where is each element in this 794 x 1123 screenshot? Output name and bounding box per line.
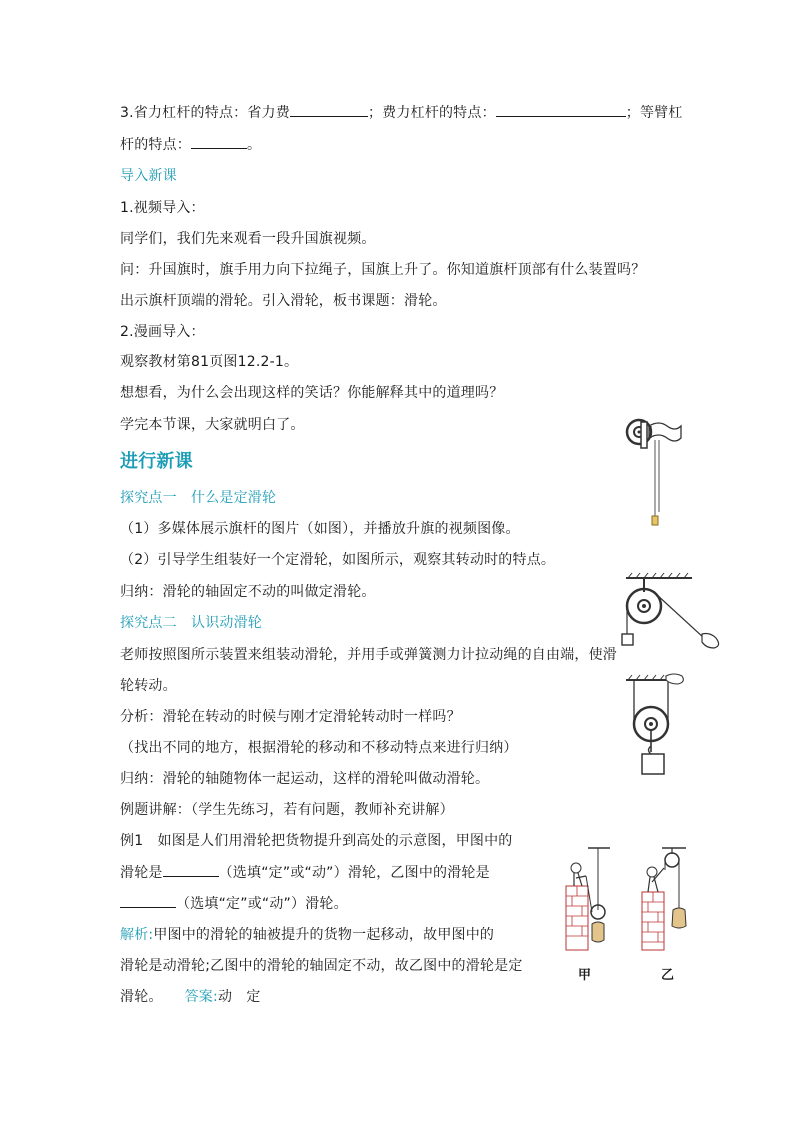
comic-intro-title: 2.漫画导入： [120, 324, 205, 340]
example1-text: （选填“定”或“动”）滑轮。 [176, 896, 348, 912]
review-q3-text-e: 。 [247, 137, 262, 153]
point2-title: 探究点二 认识动滑轮 [120, 615, 262, 631]
analysis-text: 甲图中的滑轮的轴被提升的货物一起移动，故甲图中的 [153, 927, 495, 943]
new-lesson-heading: 进行新课 [120, 451, 193, 472]
example1-line3 [120, 893, 348, 914]
answer-blank [290, 102, 368, 117]
answer-blank [191, 134, 247, 149]
figure-label-b: 乙 [661, 968, 675, 983]
example-intro: 例题讲解：（学生先练习，若有问题，教师补充讲解） [120, 802, 454, 818]
point2-summary: 归纳：滑轮的轴随物体一起运动，这样的滑轮叫做动滑轮。 [120, 771, 490, 787]
analysis-line1 [120, 925, 494, 945]
analysis-label: 解析: [120, 927, 154, 943]
intro-paragraph: 问：升国旗时，旗手用力向下拉绳子，国旗上升了。你知道旗杆顶部有什么装置吗？ [120, 262, 646, 278]
answer-label: 答案: [184, 989, 218, 1005]
point1-title: 探究点一 什么是定滑轮 [120, 490, 277, 506]
intro-paragraph: 想想看，为什么会出现这样的笑话？你能解释其中的道理吗？ [120, 385, 504, 401]
example1-line1: 例1 如图是人们用滑轮把货物提升到高处的示意图，甲图中的 [120, 833, 513, 849]
answer-value: 动 定 [217, 989, 261, 1005]
movable-pulley-figure [622, 672, 688, 780]
analysis-line3 [120, 987, 261, 1007]
review-q3-text-c: ；等臂杠 [625, 105, 683, 121]
point2-line: 老师按照图所示装置来组装动滑轮，并用手或弹簧测力计拉动绳的自由端，使滑 [120, 647, 617, 663]
answer-blank [496, 102, 626, 117]
example1-line2 [120, 862, 490, 883]
fixed-pulley-figure [618, 572, 724, 654]
point2-line: 轮转动。 [120, 678, 177, 694]
intro-paragraph: 学完本节课，大家就明白了。 [120, 417, 305, 433]
analysis-line2: 滑轮是动滑轮;乙图中的滑轮的轴固定不动，故乙图中的滑轮是定 [120, 958, 523, 974]
point2-analysis: 分析：滑轮在转动的时候与刚才定滑轮转动时一样吗？ [120, 709, 461, 725]
intro-paragraph: 观察教材第81页图12.2-1。 [120, 354, 299, 370]
review-q3-line2 [120, 134, 261, 155]
review-q3-text-b: ；费力杠杆的特点： [367, 105, 496, 121]
video-intro-title: 1.视频导入： [120, 200, 205, 216]
intro-paragraph: 出示旗杆顶端的滑轮。引入滑轮，板书课题：滑轮。 [120, 293, 447, 309]
review-q3-text-a: 3.省力杠杆的特点：省力费 [120, 105, 290, 121]
answer-blank [163, 862, 219, 877]
intro-heading: 导入新课 [120, 168, 177, 184]
example1-text: （选填“定”或“动”）滑轮，乙图中的滑轮是 [218, 865, 490, 881]
figure-label-a: 甲 [578, 968, 592, 983]
figure-a-movable-pulley [566, 848, 610, 950]
review-q3-line1 [120, 102, 683, 123]
point1-line: （2）引导学生组装好一个定滑轮，如图所示，观察其转动时的特点。 [120, 552, 556, 568]
review-q3-text-d: 杆的特点： [120, 137, 191, 153]
example1-pulleys-figure [560, 840, 700, 958]
point2-hint: （找出不同的地方，根据滑轮的移动和不移动特点来进行归纳） [120, 740, 518, 756]
point1-summary: 归纳：滑轮的轴固定不动的叫做定滑轮。 [120, 584, 376, 600]
intro-paragraph: 同学们，我们先来观看一段升国旗视频。 [120, 231, 376, 247]
point1-line: （1）多媒体展示旗杆的图片（如图），并播放升旗的视频图像。 [120, 521, 520, 537]
flagpole-pulley-figure [615, 412, 687, 532]
analysis-text: 滑轮。 [120, 989, 163, 1005]
figure-b-fixed-pulley [642, 848, 686, 950]
example1-text: 滑轮是 [120, 865, 163, 881]
answer-blank [120, 893, 176, 908]
